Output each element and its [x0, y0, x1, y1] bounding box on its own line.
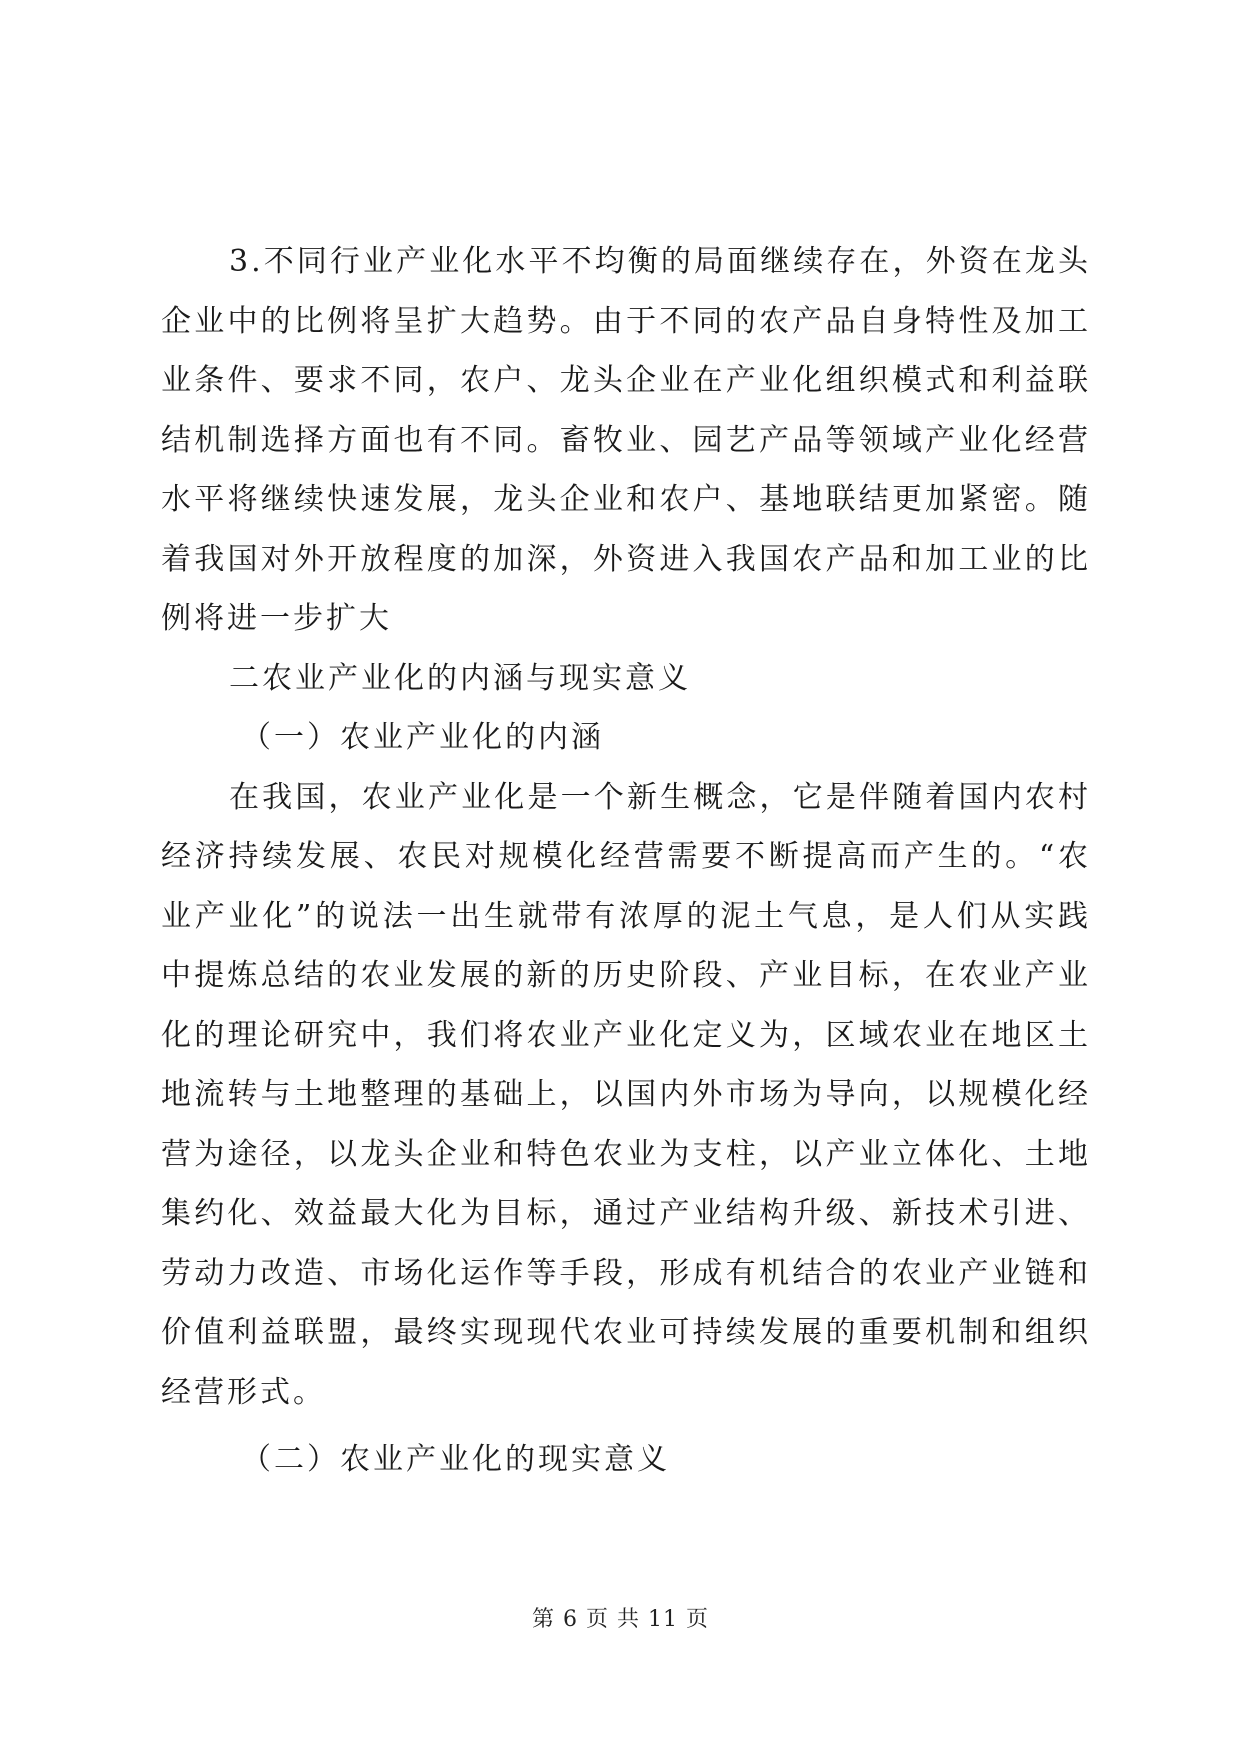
document-body: [161, 232, 1091, 1490]
section-heading-2: 二农业产业化的内涵与现实意义: [229, 660, 691, 696]
paragraph-trend-3: 3.不同行业产业化水平不均衡的局面继续存在，外资在龙头企业中的比例将呈扩大趋势。由于不同的农产品自身特性及加工业条件、要求不同，农户、龙头企业在产业化组织模式和利益联结机制选择方面也有不同。畜牧业、园艺产品等领域产业化经营水平将继续快速发展，龙头企业和农户、基地联结更加紧密。随着我国对外开放程度的加深，外资进入我国农产品和加工业的比例将进一步扩大: [161, 244, 1091, 636]
subsection-heading-significance: （二）农业产业化的现实意义: [241, 1442, 670, 1477]
subsection-heading-connotation: （一）农业产业化的内涵: [241, 720, 604, 755]
page-footer: 第 6 页 共 11 页: [532, 1607, 709, 1632]
paragraph-connotation: 在我国，农业产业化是一个新生概念，它是伴随着国内农村经济持续发展、农民对规模化经营需要不断提高而产生的。“农业产业化”的说法一出生就带有浓厚的泥土气息，是人们从实践中提炼总结的农业发展的新的历史阶段、产业目标，在农业产业化的理论研究中，我们将农业产业化定义为，区域农业在地区土地流转与土地整理的基础上，以国内外市场为导向，以规模化经营为途径，以龙头企业和特色农业为支柱，以产业立体化、土地集约化、效益最大化为目标，通过产业结构升级、新技术引进、劳动力改造、市场化运作等手段，形成有机结合的农业产业链和价值利益联盟，最终实现现代农业可持续发展的重要机制和组织经营形式。: [161, 779, 1091, 1410]
paragraph-spacer: [161, 1422, 1091, 1430]
